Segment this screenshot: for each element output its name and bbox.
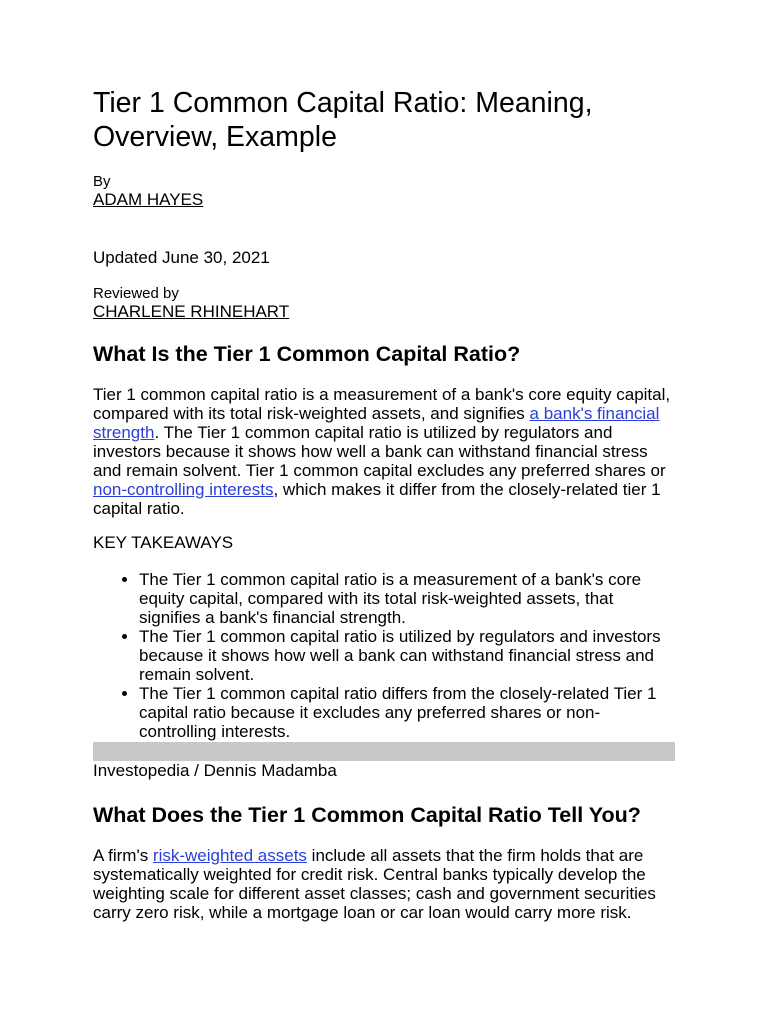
rwa-text-1: A firm's bbox=[93, 846, 153, 865]
reviewer-link[interactable]: CHARLENE RHINEHART bbox=[93, 302, 290, 321]
reviewed-by-label: Reviewed by bbox=[93, 285, 179, 302]
intro-paragraph bbox=[93, 385, 675, 518]
article bbox=[93, 86, 675, 922]
intro-text-3: , which makes it differ from the closely-related tier 1 capital ratio. bbox=[93, 480, 661, 518]
author-link[interactable]: ADAM HAYES bbox=[93, 190, 204, 209]
updated-date: Updated June 30, 2021 bbox=[93, 248, 270, 267]
article-title: Tier 1 Common Capital Ratio: Meaning, Overview, Example bbox=[93, 87, 593, 153]
key-takeaways-list bbox=[93, 570, 675, 741]
takeaway-item: • The Tier 1 common capital ratio is utilized by regulators and investors because it shows how well a bank can withstand financial stress and remain solvent. bbox=[139, 627, 675, 684]
takeaway-item: • The Tier 1 common capital ratio differs from the closely-related Tier 1 capital ratio because it excludes any preferred shares or non-controlling interests. bbox=[139, 684, 675, 741]
intro-text-1: Tier 1 common capital ratio is a measurement of a bank's core equity capital, compared with its total risk-weighted assets, and signifies bbox=[93, 385, 671, 423]
rwa-paragraph bbox=[93, 846, 675, 922]
risk-weighted-assets-link[interactable]: risk-weighted assets bbox=[152, 846, 307, 865]
non-controlling-interests-link[interactable]: non-controlling interests bbox=[93, 480, 274, 499]
section-heading-what-is: What Is the Tier 1 Common Capital Ratio? bbox=[93, 342, 521, 366]
article-image-placeholder bbox=[93, 742, 675, 761]
takeaway-item: • The Tier 1 common capital ratio is a measurement of a bank's core equity capital, compared with its total risk-weighted assets, that signifies a bank's financial strength. bbox=[139, 570, 675, 627]
bank-financial-strength-link[interactable]: a bank's financial strength bbox=[93, 404, 660, 442]
section-heading-what-does: What Does the Tier 1 Common Capital Ratio Tell You? bbox=[93, 803, 641, 827]
key-takeaways-label: KEY TAKEAWAYS bbox=[93, 533, 234, 552]
image-caption: Investopedia / Dennis Madamba bbox=[93, 761, 337, 780]
rwa-text-2: include all assets that the firm holds that are systematically weighted for credit risk. Central banks typically develop the weighting scale for different asset classes; cash and government securities carry zero risk, while a mortgage loan or car loan would carry more risk. bbox=[93, 846, 656, 922]
byline-label: By bbox=[93, 173, 111, 190]
intro-text-2: . The Tier 1 common capital ratio is utilized by regulators and investors because it shows how well a bank can withstand financial stress and remain solvent. Tier 1 common capital excludes any preferred shares or bbox=[93, 423, 666, 480]
